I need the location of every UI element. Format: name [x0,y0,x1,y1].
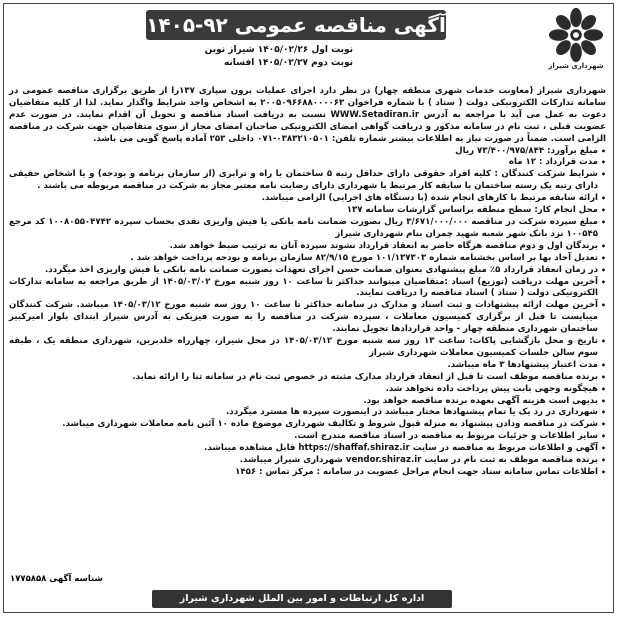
bullet-icon: • [600,360,606,370]
list-item [9,360,606,372]
bullet-icon: • [600,337,606,347]
list-item [9,455,606,467]
list-item [9,253,606,265]
list-item-text: برنده مناقصه موظف است تا قبل از انعقاد قرارداد مدارک مثبته در خصوص ثبت نام در سامانه ثنا را ارائه نماید. [132,371,598,382]
list-item-text: آگهی و اطلاعات مربوط به مناقصه در سایت https://shaffaf.shiraz.ir قابل مشاهده میباشد. [204,443,598,454]
date-line-2: نوبت دوم ۱۴۰۵/۰۲/۲۷ افسانه [223,58,353,68]
list-item [9,205,606,217]
list-item-text: در زمان انعقاد قرارداد ۵٪ مبلغ پیشنهادی بعنوان ضمانت حسن اجرای تعهدات بصورت ضمانت نامه بانکی یا فیش واریزی اخذ میگردد. [45,264,598,275]
ad-id: شناسه آگهی ۱۷۷۵۸۵۸ [10,574,103,584]
list-item-text: بدیهی است هزینه آگهی بعهده برنده مناقصه خواهد بود. [363,395,598,406]
bullet-icon: • [600,396,606,406]
bullet-icon: • [600,194,606,204]
bullet-icon: • [600,372,606,382]
list-item [9,372,606,384]
list-item-text: شرایط شرکت کنندگان : کلیه افراد حقوقی دارای حداقل رتبه ۵ ساختمان یا راه و ترابری (از سازمان برنامه و بودجه) و یا اشخاص حقیقی دارای رتبه یک رسته ساختمان با سابقه کار مرتبط با شهرداری دارای رضایت نامه معتبر مجاز به شرکت در مناقصه مربوطه می باشند . [9,169,599,192]
list-item-text: آخرین مهلت ارائه پیشنهادات و ثبت اسناد و مدارک در سامانه حداکثر تا ساعت ۱۰ روز سه شنبه مورخ ۱۴۰۵/۰۳/۱۲ میباشد. شرکت کنندگان میبایست تا قبل از برگزاری کمیسیون معاملات ، سپرده شرکت در مناقصه را به صورت فیزیکی به آدرس شیراز ابتدای بلوار امیرکبیر ساختمان شهرداری منطقه چهار - واحد قراردادها تحویل نمایند. [9,300,598,335]
list-item-text: شهرداری در رد یک یا تمام پیشنهادها مختار میباشد در اینصورت سپرده ها مسترد میگردد. [226,407,598,418]
list-item [9,157,606,169]
list-item [9,336,606,360]
list-item-text: سایر اطلاعات و جزئیات مربوط به مناقصه در اسناد مناقصه مندرج است. [294,431,598,442]
publication-dates [205,44,353,70]
list-item-text: اطلاعات تماس سامانه ستاد جهت انجام مراحل عضویت در سامانه : مرکز تماس : ۱۴۵۶ [235,467,598,477]
bullet-icon: • [600,384,606,394]
list-item [9,384,606,396]
bullet-icon: • [600,301,606,311]
advertisement-body [9,86,606,479]
bullet-icon: • [600,241,606,251]
bullet-icon: • [600,146,606,156]
list-item-text: مبلغ برآورد: ۷۳/۴۰۰/۹۷۵/۸۴۴ ریال [455,145,598,156]
bullet-icon: • [600,468,606,477]
list-item [9,467,606,479]
list-item [9,265,606,277]
list-item-text: مدت اعتبار پیشنهادها ۳ ماه میباشد. [447,359,598,370]
bullet-icon: • [600,253,606,263]
list-item [9,146,606,158]
list-item [9,419,606,431]
list-item [9,277,606,301]
list-item-text: برنده مناقصه موظف به ثبت نام در سایت vendor.shiraz.ir شهرداری شیراز میباشد. [239,455,598,466]
list-item [9,443,606,455]
shiraz-municipality-logo-icon [547,6,605,64]
list-item [9,217,606,241]
bullet-icon: • [600,217,606,227]
advertisement-page [3,3,614,613]
list-item-text: تاریخ و محل بازگشایی پاکات: ساعت ۱۳ روز سه شنبه مورخ ۱۴۰۵/۰۳/۱۲ در محل شیراز، چهارراه خلدبرین، شهرداری منطقه یک ، طبقه سوم سالن جلسات کمیسیون معاملات شهرداری شیراز [9,336,599,358]
list-item [9,431,606,443]
list-item-text: شرکت در مناقصه ودادن پیشنهاد به منزله قبول شروط و تکالیف شهرداری موضوع ماده ۱۰ آئین نامه معاملات شهرداری میباشد. [62,419,598,430]
bullet-icon: • [600,206,606,216]
page-title: آگهی مناقصه عمومی ۹۲-۱۴۰۵ [146,10,446,40]
date-line-1: نوبت اول ۱۴۰۵/۰۲/۲۶ شیراز نوین [204,45,353,55]
bullet-icon: • [600,420,606,430]
footer-bar: اداره کل ارتباطات و امور بین الملل شهرداری شیراز [152,590,452,608]
list-item [9,300,606,336]
bullet-icon: • [600,432,606,442]
list-item-text: هیچگونه وجهی بابت پیش پرداخت داده نخواهد شد. [385,383,598,394]
list-item-text: برندگان اول و دوم مناقصه هرگاه حاضر به انعقاد قرارداد نشوند سپرده آنان به ترتیب ضبط خواهد شد. [169,240,598,251]
bullet-icon: • [600,265,606,275]
bullet-icon: • [600,456,606,466]
list-item [9,396,606,408]
list-item-text: محل انجام کار: سطح منطقه براساس گزارشات سامانه ۱۳۷ [346,205,598,216]
bullet-icon: • [600,408,606,418]
bullet-icon: • [600,277,606,287]
list-item [9,169,606,193]
list-item-text: تعدیل آحاد بها بر اساس بخشنامه شماره ۱۰۱/۱۳۷۳۰۳ مورخ ۸۲/۹/۱۵ سازمان برنامه و بودجه پرداخت خواهد شد . [130,252,598,263]
list-item-text: مدت قرارداد : ۱۲ ماه [508,157,598,168]
list-item-text: آخرین مهلت دریافت (توزیع) اسناد :متقاضیان میتوانند حداکثر تا ساعت ۱۰ روز شنبه مورخ ۱۴۰۵/۰۳/۰۲ از طریق مراجعه به سامانه تدارکات الکترونیکی دولت ( ستاد ) اسناد مناقصه را دریافت نمایند. [9,276,598,299]
logo-caption: شهرداری شیراز [548,62,604,70]
bullet-icon: • [600,444,606,454]
list-item-text: مبلغ سپرده شرکت در مناقصه ۳/۶۷۱/۰۰۰/۰۰۰ ریال بصورت ضمانت نامه بانکی یا فیش واریزی نقدی بحساب سپرده ۱۰۰۸۰۵۵۰۴۷۴۲ کد مرجع ۱۰۰۵۴۵ نزد بانک شهر شعبه شهید چمران بنام شهرداری شیراز [9,216,598,239]
intro-paragraph: شهرداری شیراز (معاونت خدمات شهری منطقه چهار) در نظر دارد اجرای عملیات برون سپاری ۱۳۷را از طریق برگزاری مناقصه عمومی در سامانه تدارکات الکترونیکی دولت ( ستاد ) با شماره فراخوان ۲۰۰۵۰۹۶۶۸۸۰۰۰۰۶۳ به اشخاص واجد شرایط واگذار نماید. لذا از کلیه متقاضیان دعوت به عمل می آید با مراجعه به آدرس WWW.Setadiran.ir نسبت به دریافت اسناد مناقصه و تحویل آن اقدام نمایند. در صورت عدم عضویت قبلی ، ثبت نام در سامانه مذکور و دریافت گواهی امضای الکترونیکی صاحبان امضای مجاز از سوی متقاضیان جهت شرکت در مناقصه الزامی است. ضمناً در صورت نیاز به اطلاعات بیشتر شماره تلفن: ۰۳۸۳۲۱۰۵۰۱-۰۷۱ داخلی ۲۵۳ آماده پاسخ گویی می باشد. [9,86,607,144]
list-item-text: ارائه سابقه مرتبط با کارهای انجام شده (با دستگاه های اجرایی) الزامی میباشد. [261,193,598,204]
list-item [9,407,606,419]
conditions-list [9,146,606,479]
bullet-icon: • [600,170,606,180]
bullet-icon: • [600,158,606,168]
list-item [9,241,606,253]
list-item [9,193,606,205]
